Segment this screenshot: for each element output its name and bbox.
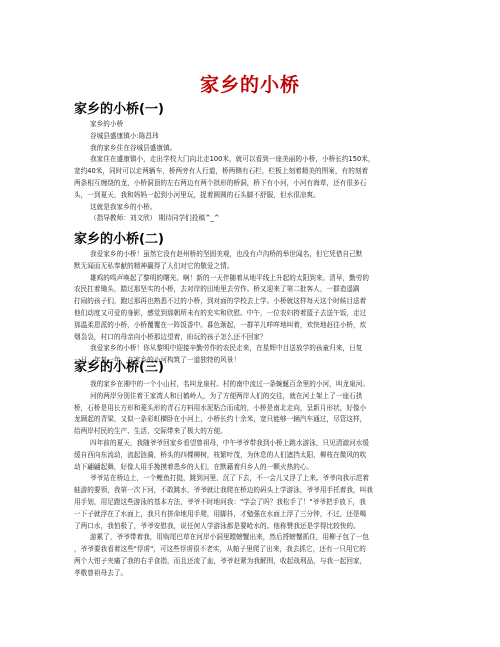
paragraph-line: 家乡的小桥 [90,120,124,128]
paragraph-line: 游累了，爷爷带着我，用购尾巴草在河岸小洞里蹚螃蟹出来，然后捋螃蟹抓住，用柳子包了一包 [90,533,370,542]
paragraph-line: 孝敬曾祖母去了。 [74,568,128,577]
paragraph-line: 动下翩翩起舞，好像人用手挽摸着患乡的人们，在默藉着归乡人的一颗火热的心。 [74,462,314,471]
paragraph-line: 宽约40米，同时可以走两辆车，桥两旁有人行道，桥两侧有石栏，栏板上刻着精美的图案，有的刻着 [74,167,369,176]
paragraph-line: 河的两岸分别住着王家湾人和日鹤岭人，为了方便两岸人们的交往，就在河上架上了一座石拱 [90,391,363,400]
paragraph-line: 龙顾起的背梁，又似一条彩虹横卧在小河上，小桥长约十余米，宽只能够一辆汽车通过，尽管这样， [74,415,367,424]
paragraph-line: 打闹的孩子们，跑过那再也熟悉不过的小桥，到对面的学校去上学。小桥就这样每天这个时候目送着 [74,297,367,306]
paragraph-line: 我爱家乡的小桥！你从黎明中迎接辛勤劳作的农民走来，在星辉中目送放学的孩童归来，日复 [90,344,363,353]
paragraph-line: 烟袅袅，村口的母亲向小桥那边望着，盼玩的孩子怎么还不回家？ [74,332,267,341]
paragraph-line: 雄鸡的鸣声唤起了黎明的曙光。啊！新的一天伴随着从地平线上升起的太阳到来。清早，勤劳的 [90,273,370,282]
paragraph-line: 谷城县盛康镇小:陈昌玮 [90,131,159,140]
paragraph-line: 一下子就浮在了水面上，我只有拼命地用手爬，用脚抖，才勉强在水面上浮了三分钟，不过，还是喝 [74,509,367,518]
paragraph-line: 四年前的夏天，我随爷爷回家乡看望曾祖母，中午爷爷带我到小桥上跳水游泳，只见清澈河水缓 [90,439,370,447]
paragraph-line: 这就是我家乡的小桥。 [90,202,157,211]
paragraph-line: 桥，石桥是用长方形和菱头形的青石方料用水泥粘合而成的，小桥是南北走向，呈新月形状，好像小 [74,403,367,412]
paragraph-line: 农民扛着锄头，踏过那坚实的小桥，去对岸的田地里去劳作。桥又迎来了第二批客人，一群造遥蹒 [74,285,360,294]
paragraph-line: 爷爷站在桥边上，一个鲤鱼打挺，跳到河里，沉了下去，不一会儿又浮了上来。爷爷向我示范着 [90,474,370,483]
paragraph-line: 我的家乡在湘中的一个小山村，名叫龙泉村。村的南中流过一条蜿蜒百余里的小河，叫龙泉河。 [90,380,370,388]
paragraph-line: 我家住在盛康镇小，走出学校大门向北走100米，就可以看到一座美丽的小桥，小桥长约150米， [90,155,375,164]
paragraph-line: 了两口水，我怕极了，爷爷安慰我，说任何人学游泳都是要呛水的。他称赞我还是学得比较快的。 [74,521,360,530]
paragraph-line: 用手划，用足蹬这些游泳的基本方法，爷爷不时地问我："学会了吗？我松手了！"爷爷把手放下，我 [74,498,366,506]
paragraph-line: 我爱家乡的小桥！虽然它没有赵州桥的坚固美观，也没有卢沟桥的举世闻名，但它凭借自己默 [90,250,363,258]
paragraph-line: 蛙游的要领，我第一次下河，不敢跳水，爷爷就让我爬在桥边的码头上学游泳，爷爷用手托着我，叫我 [74,486,373,495]
paragraph-line: 两个大钳子夹痛了我的右手食指，而且还流了血，爷爷赶紧为我解围，收起战利品，与我一起回家， [74,557,367,565]
paragraph-line: 给两岸村民的生产、生活，交际带来了极大的方便。 [74,427,227,436]
paragraph-line: 缓自西向东流动，流起涟漪，桥头的四棵柳树，枝繁叶茂，为休息的人们遮挡太阳，柳枝在微风的吹 [74,450,367,459]
section-heading: 家乡的小桥(三) [74,360,164,375]
section-heading: 家乡的小桥(一) [74,102,164,117]
section-heading: 家乡的小桥(二) [74,232,164,247]
document-title: 家乡的小桥 [199,74,300,96]
paragraph-line: 一日，年复一年，在家乡的小河构筑了一道独特的风景！ [74,356,241,365]
paragraph-line: 他们动度又可爱的身影，感觉到那朝所未有的充实和欣慰。中午，一位农妇挎着篮子去送午饭，走过 [74,309,367,317]
paragraph-line: 头，一到夏天，我和妈妈一起到小河里玩，捉着圆圆的石头脚不舒服，但水很凉爽。 [74,190,320,199]
paragraph-line: （指导教师：刘文欣） 期待同学们投稿^_^ [90,214,220,223]
paragraph-line: ，爷爷要我看着这些"俘虏"，可这些俘虏很不老实，从帕子里爬了出来，我去抓它，还有一只用它的 [74,545,366,554]
paragraph-line: 两条相互缠绕的龙，小桥洞顶的左右两边有两个拱形的桥洞，桥下有小河，小河有海草，还有很多石 [74,179,367,187]
paragraph-line: 那温柔恩派的小桥，小桥覆覆在一阵饭香中。暮色渐起，一群羊儿咩咩地叫着，欢快地赶往小桥，炊 [74,320,367,329]
paragraph-line: 我的家乡住在谷城县盛康镇。 [90,143,177,152]
paragraph-line: 默无闻而无私奉献的精神赢得了人们对它的敬爱之情。 [74,261,234,270]
